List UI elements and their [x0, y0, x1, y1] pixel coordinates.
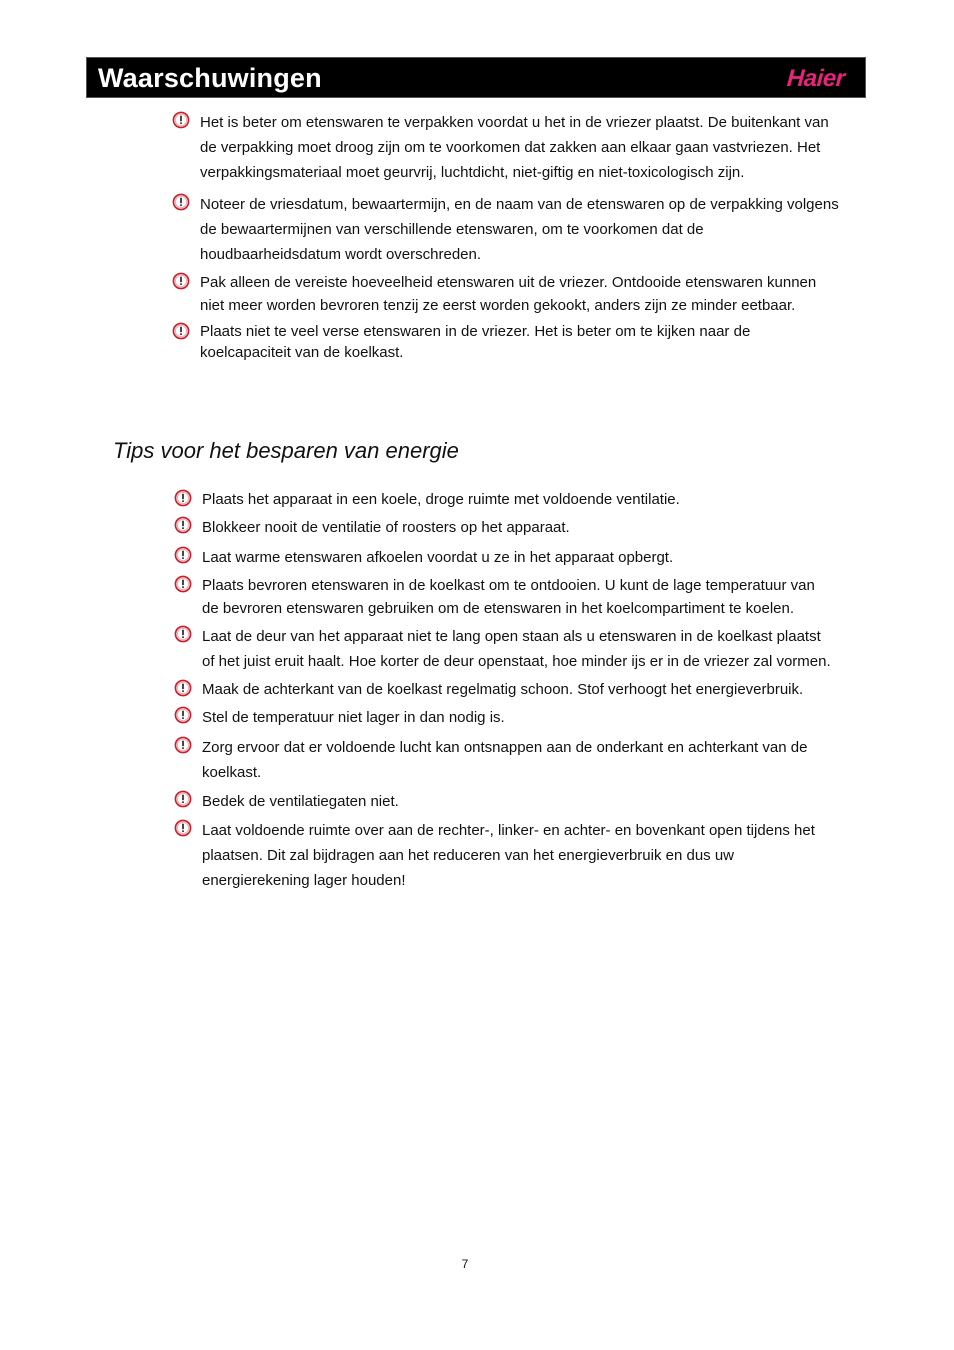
list-item-text: Pak alleen de vereiste hoeveelheid etenswaren uit de vriezer. Ontdooide etenswaren kunnen niet meer worden bevroren tenzij ze eerst worden gekookt, anders zijn ze minder eetbaar.	[200, 274, 817, 314]
warning-exclamation-icon	[174, 819, 192, 837]
warning-exclamation-icon	[174, 625, 192, 643]
list-item	[172, 678, 832, 701]
list-item	[172, 735, 832, 785]
list-item	[172, 789, 832, 814]
list-item-text: Laat warme etenswaren afkoelen voordat u ze in het apparaat opbergt.	[202, 549, 674, 566]
list-item	[172, 705, 832, 730]
list-item	[170, 110, 840, 185]
list-item-text: Blokkeer nooit de ventilatie of roosters op het apparaat.	[202, 519, 570, 536]
list-item-text: Plaats het apparaat in een koele, droge ruimte met voldoende ventilatie.	[202, 491, 680, 508]
list-item	[172, 818, 832, 893]
list-item-text: Zorg ervoor dat er voldoende lucht kan ontsnappen aan de onderkant en achterkant van de koelkast.	[202, 739, 808, 781]
list-item-text: Bedek de ventilatiegaten niet.	[202, 793, 399, 810]
page-title: Waarschuwingen	[98, 63, 322, 93]
tips-list	[172, 488, 832, 893]
warning-exclamation-icon	[172, 272, 190, 290]
header-bar	[86, 57, 866, 98]
warning-exclamation-icon	[172, 111, 190, 129]
warning-exclamation-icon	[174, 790, 192, 808]
warning-exclamation-icon	[172, 193, 190, 211]
warning-exclamation-icon	[174, 679, 192, 697]
list-item-text: Plaats bevroren etenswaren in de koelkast om te ontdooien. U kunt de lage temperatuur van de bevroren etenswaren gebruiken om de etenswaren in het koelcompartiment te koelen.	[202, 577, 815, 617]
list-item-text: Maak de achterkant van de koelkast regelmatig schoon. Stof verhoogt het energieverbruik.	[202, 681, 804, 698]
list-item	[170, 321, 840, 363]
list-item-text: Het is beter om etenswaren te verpakken voordat u het in de vriezer plaatst. De buitenkant van de verpakking moet droog zijn om te voorkomen dat zakken aan elkaar gaan vastvriezen. Het verpakkingsmateriaal moet geurvrij, luchtdicht, niet-giftig en niet-toxicologisch zijn.	[200, 114, 829, 181]
list-item	[170, 271, 840, 317]
list-item-text: Laat de deur van het apparaat niet te lang open staan als u etenswaren in de koelkast plaatst of het juist eruit haalt. Hoe korter de deur openstaat, hoe minder ijs er in de vriezer zal vormen.	[202, 628, 831, 670]
list-item	[170, 192, 840, 267]
page-number: 7	[461, 1257, 469, 1271]
haier-logo: Haier	[786, 65, 846, 92]
warning-exclamation-icon	[174, 706, 192, 724]
warning-exclamation-icon	[174, 516, 192, 534]
warning-exclamation-icon	[172, 322, 190, 340]
list-item	[172, 574, 832, 620]
section-title: Tips voor het besparen van energie	[113, 438, 459, 463]
list-item	[172, 515, 832, 540]
list-item-text: Noteer de vriesdatum, bewaartermijn, en de naam van de etenswaren op de verpakking volgens de bewaartermijnen van verschillende etenswaren, om te voorkomen dat de houdbaarheidsdatum wordt overschreden.	[200, 196, 839, 263]
warning-exclamation-icon	[174, 489, 192, 507]
list-item-text: Laat voldoende ruimte over aan de rechter-, linker- en achter- en bovenkant open tijdens het plaatsen. Dit zal bijdragen aan het reduceren van het energieverbruik en dus uw energierekening lager houden!	[202, 822, 815, 889]
list-item-text: Stel de temperatuur niet lager in dan nodig is.	[202, 709, 505, 726]
warning-exclamation-icon	[174, 546, 192, 564]
warning-exclamation-icon	[174, 736, 192, 754]
list-item	[172, 624, 832, 674]
warning-exclamation-icon	[174, 575, 192, 593]
list-item	[172, 488, 832, 511]
warnings-list	[170, 110, 840, 363]
list-item	[172, 545, 832, 570]
list-item-text: Plaats niet te veel verse etenswaren in de vriezer. Het is beter om te kijken naar de koelcapaciteit van de koelkast.	[200, 323, 751, 361]
